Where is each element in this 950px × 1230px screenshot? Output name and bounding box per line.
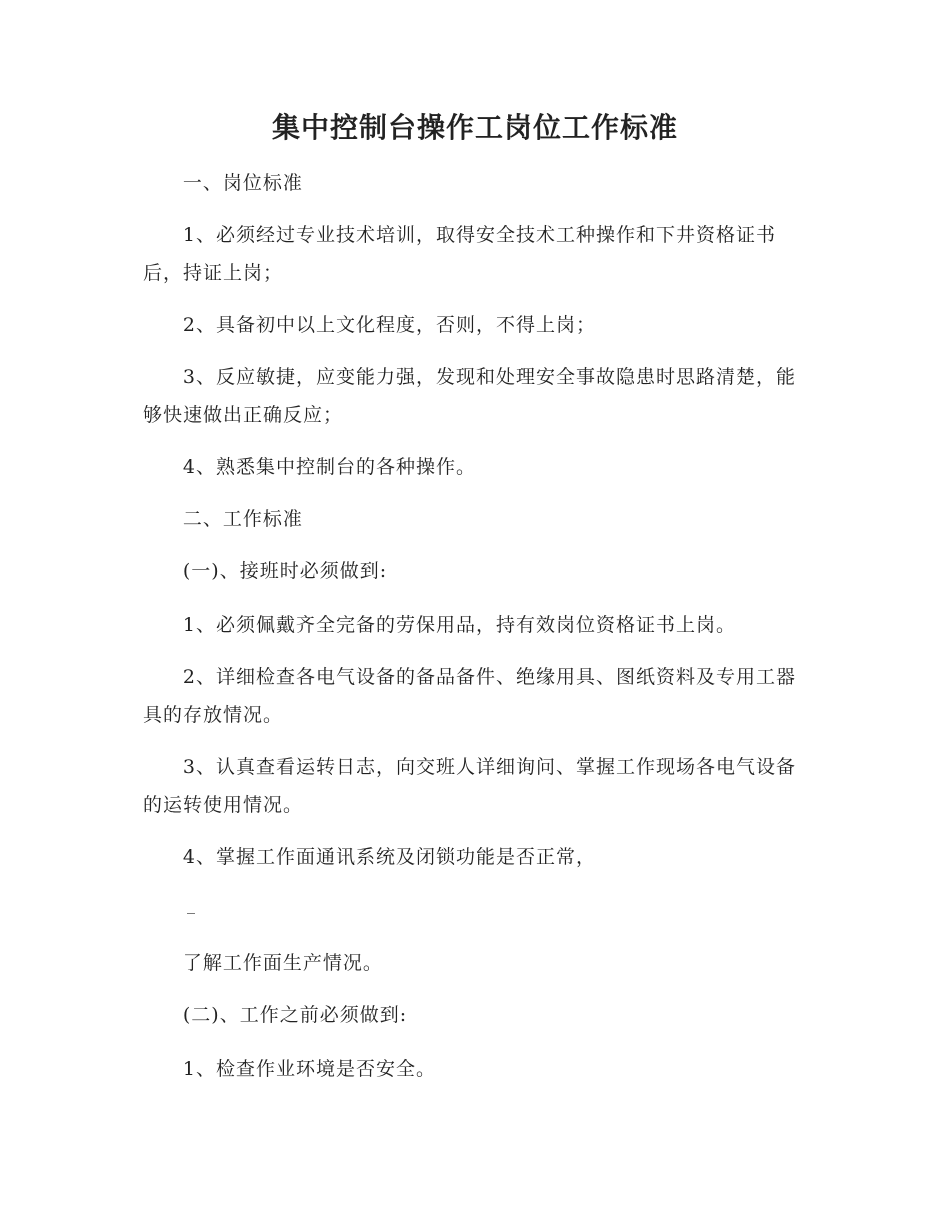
paragraph-item: 3、认真查看运转日志，向交班人详细询问、掌握工作现场各电气设备的运转使用情况。: [143, 756, 796, 816]
section-heading-work-standard: 二、工作标准: [182, 508, 303, 530]
paragraph-item: 1、必须经过专业技术培训，取得安全技术工种操作和下井资格证书后，持证上岗；: [143, 224, 776, 284]
subsection-heading-before-work: (二)、工作之前必须做到:: [182, 1004, 408, 1026]
paragraph-item: 1、必须佩戴齐全完备的劳保用品，持有效岗位资格证书上岗。: [182, 614, 736, 636]
paragraph-item: 2、详细检查各电气设备的备品备件、绝缘用具、图纸资料及专用工器具的存放情况。: [143, 666, 796, 726]
section-heading-job-standard: 一、岗位标准: [182, 172, 303, 194]
paragraph-item: 4、掌握工作面通讯系统及闭锁功能是否正常，: [182, 846, 596, 868]
paragraph-item: 4、熟悉集中控制台的各种操作。: [182, 456, 476, 478]
paragraph-item: 了解工作面生产情况。: [182, 952, 383, 974]
paragraph-item: 3、反应敏捷，应变能力强，发现和处理安全事故隐患时思路清楚，能够快速做出正确反应；: [143, 366, 796, 426]
document-title: 集中控制台操作工岗位工作标准: [271, 111, 678, 144]
stray-underscore-mark: _: [187, 895, 195, 914]
subsection-heading-shift-handover: (一)、接班时必须做到:: [182, 560, 388, 582]
paragraph-item: 2、具备初中以上文化程度，否则，不得上岗；: [182, 314, 596, 336]
paragraph-item: 1、检查作业环境是否安全。: [182, 1058, 436, 1080]
